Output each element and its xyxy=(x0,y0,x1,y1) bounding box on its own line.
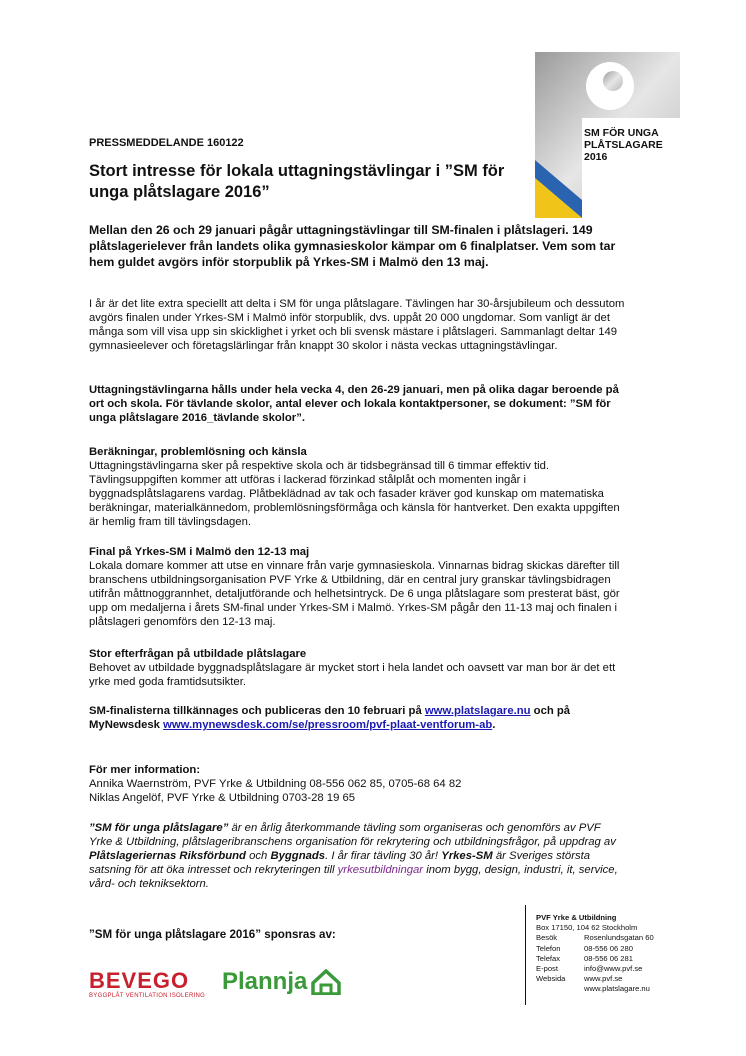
page-title: Stort intresse för lokala uttagningstävlingar i ”SM för unga plåtslagare 2016” xyxy=(89,162,505,201)
section-final xyxy=(89,545,629,630)
contact-line: Annika Waernström, PVF Yrke & Utbildning 08-556 062 85, 0705-68 64 82 xyxy=(89,778,462,791)
yrkesutbildningar-link[interactable]: yrkesutbildningar xyxy=(337,864,424,877)
address-box: Box 17150, 104 62 Stockholm xyxy=(536,923,638,933)
address-row: E-post info@www.pvf.se xyxy=(536,964,643,974)
section-calculations xyxy=(89,445,629,530)
house-icon xyxy=(311,969,341,995)
address-block xyxy=(536,913,686,995)
mynewsdesk-link[interactable]: www.mynewsdesk.com/se/pressroom/pvf-plaat-ventforum-ab xyxy=(163,719,493,732)
section-demand xyxy=(89,647,629,689)
event-logo xyxy=(530,50,682,222)
press-release-label: PRESSMEDDELANDE 160122 xyxy=(89,137,244,149)
schedule-paragraph: Uttagningstävlingarna hålls under hela vecka 4, den 26-29 januari, men på olika dagar beroende på ort och skola. För tävlande skolor, antal elever och lokala kontaktpersoner, se dokument: ”SM för unga plåtslagare 2016_tävlande skolor”. xyxy=(89,384,619,425)
section-heading: Final på Yrkes-SM i Malmö den 12-13 maj xyxy=(89,546,310,558)
about-paragraph: ”SM för unga plåtslagare” är en årlig återkommande tävling som organiseras och genomförs av PVF Yrke & Utbildning, plåtslageribranschens organisation för rekrytering och utbildningsfrågor, på uppdrag av Plåtslageriernas Riksförbund och Byggnads. I år firar tävling 30 år! Yrkes-SM är Sveriges största satsning för att öka intresset och rekryteringen till yrkesutbildningar inom bygg, design, industri, it, service, vård- och tekniksektorn. xyxy=(89,822,618,891)
bevego-logo: BEVEGO BYGGPLÅT VENTILATION ISOLERING xyxy=(89,968,206,999)
lead-paragraph: Mellan den 26 och 29 januari pågår uttagningstävlingar till SM-finalen i plåtslageri. 149 plåtslagerielever från landets olika gymnasieskolor kämpar om 6 finalplatser. Vem som tar hem guldet avgörs inför storpublik på Yrkes-SM i Malmö den 13 maj. xyxy=(89,223,616,269)
address-row: www.platslagare.nu xyxy=(584,984,650,994)
address-row: Telefon 08-556 06 280 xyxy=(536,943,633,953)
address-row: Websida www.pvf.se xyxy=(536,974,623,984)
intro-paragraph: I år är det lite extra speciellt att delta i SM för unga plåtslagare. Tävlingen har 30-årsjubileum och dessutom avgörs finalen under Yrkes-SM i Malmö inför storpublik, dvs. uppåt 20 000 ungdomar. Som vanligt är det många som vill visa upp sin skicklighet i yrket och bli svensk mästare i plåtslageri. Sammanlagt deltar 149 gymnasieelever och företagslärlingar från knappt 30 skolor i nästa veckas uttagningstävlingar. xyxy=(89,298,625,353)
sponsor-label: ”SM för unga plåtslagare 2016” sponsras av: xyxy=(89,928,336,941)
contact-info xyxy=(89,763,629,805)
address-row: Besök Rosenlundsgatan 60 xyxy=(536,933,654,943)
address-row: Telefax 08-556 06 281 xyxy=(536,953,633,963)
section-body: Uttagningstävlingarna sker på respektive skola och är tidsbegränsad till 6 timmar effektiv tid. Tävlingsuppgiften kommer att utföras i lackerad förzinkad stålplåt och momenten ingår i byggnadsplåtslagarens vardag. Plåtbeklädnad av tak och fasader kräver god kunskap om matematiska beräkningar, materialkännedom, problemlösningsförmåga och känsla för hantverket. Den exakta uppgiften är hemlig fram till tävlingsdagen. xyxy=(89,460,620,529)
footer-divider xyxy=(525,905,526,1005)
section-body: Behovet av utbildade byggnadsplåtslagare är mycket stort i hela landet och oavsett var man bor är det ett yrke med goda framtidsutsikter. xyxy=(89,662,616,689)
section-heading: Beräkningar, problemlösning och känsla xyxy=(89,446,307,458)
announcement-paragraph: SM-finalisterna tillkännages och publiceras den 10 februari på www.platslagare.nu och på MyNewsdesk www.mynewsdesk.com/se/pressroom/pvf-plaat-ventforum-ab. xyxy=(89,705,571,732)
section-heading: Stor efterfrågan på utbildade plåtslagare xyxy=(89,648,307,660)
logo-text: SM FÖR UNGA PLÅTSLAGARE 2016 xyxy=(584,127,663,163)
section-body: Lokala domare kommer att utse en vinnare från varje gymnasieskola. Vinnarnas bidrag skickas därefter till branschens utbildningsorganisation PVF Yrke & Utbildning, där en central jury granskar tävlingsbidragen utifrån måttnoggrannhet, detaljutförande och helhetsintryck. De 6 unga plåtslagare som presterat bäst, gör upp om medaljerna i årets SM-final under Yrkes-SM i Malmö. Yrkes-SM pågår den 11-13 maj och finalen i plåtslageri genomförs den 12-13 maj. xyxy=(89,560,620,629)
contact-heading: För mer information: xyxy=(89,764,201,776)
address-org: PVF Yrke & Utbildning xyxy=(536,913,617,922)
plannja-logo: Plannja xyxy=(222,968,341,996)
contact-line: Niklas Angelöf, PVF Yrke & Utbildning 0703-28 19 65 xyxy=(89,792,356,805)
platslagare-link[interactable]: www.platslagare.nu xyxy=(424,705,531,717)
